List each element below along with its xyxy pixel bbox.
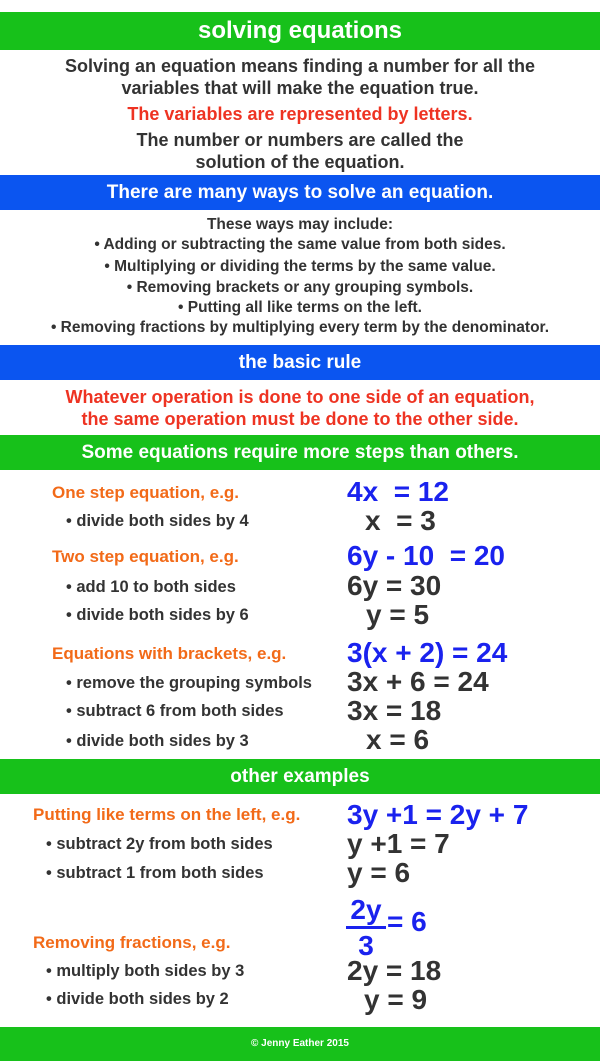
fraction-bar <box>346 926 386 929</box>
other-examples-heading: other examples <box>230 766 370 787</box>
intro-line-1: Solving an equation means finding a number for all the <box>64 56 536 76</box>
other-examples-banner <box>0 759 600 794</box>
solution-line-2: solution of the equation. <box>195 152 405 172</box>
ways-item: • Removing fractions by multiplying every term by the denominator. <box>50 319 550 336</box>
fraction <box>346 895 386 961</box>
steps-heading: Some equations require more steps than others. <box>81 442 519 463</box>
ways-heading: There are many ways to solve an equation. <box>106 182 494 203</box>
two-step-equation: 6y - 10 = 20 <box>347 540 506 571</box>
title-banner <box>0 12 600 50</box>
solution-line-1: The number or numbers are called the <box>136 130 464 150</box>
fraction-denominator: 3 <box>358 930 374 961</box>
two-step-result-1: 6y = 30 <box>347 570 442 601</box>
two-step-instruction-2: • divide both sides by 6 <box>66 606 249 624</box>
one-step-label: One step equation, e.g. <box>52 483 240 502</box>
steps-banner <box>0 435 600 470</box>
like-terms-instruction-1: • subtract 2y from both sides <box>46 835 273 853</box>
fraction-rhs: = 6 <box>387 906 427 937</box>
page-title: solving equations <box>197 17 403 44</box>
intro-line-2: variables that will make the equation true. <box>121 78 479 98</box>
one-step-equation: 4x = 12 <box>347 476 449 507</box>
brackets-result-3: x = 6 <box>366 724 430 755</box>
basic-rule-line-2: the same operation must be done to the other side. <box>81 409 519 429</box>
copyright-text: © Jenny Eather 2015 <box>251 1038 349 1049</box>
ways-intro: These ways may include: <box>206 216 394 233</box>
brackets-equation: 3(x + 2) = 24 <box>347 637 508 668</box>
ways-item: • Adding or subtracting the same value from both sides. <box>94 236 506 253</box>
two-step-label: Two step equation, e.g. <box>52 547 239 566</box>
ways-banner <box>0 175 600 210</box>
basic-rule-heading: the basic rule <box>238 352 362 373</box>
brackets-instruction-2: • subtract 6 from both sides <box>66 702 284 720</box>
basic-rule-line-1: Whatever operation is done to one side of an equation, <box>65 387 535 407</box>
brackets-instruction-1: • remove the grouping symbols <box>66 674 312 692</box>
fractions-instruction-2: • divide both sides by 2 <box>46 990 229 1008</box>
fraction-numerator: 2y <box>350 894 382 925</box>
brackets-instruction-3: • divide both sides by 3 <box>66 732 249 750</box>
ways-item: • Removing brackets or any grouping symbols. <box>126 279 474 296</box>
one-step-instruction: • divide both sides by 4 <box>66 512 249 530</box>
brackets-result-1: 3x + 6 = 24 <box>347 666 489 697</box>
fractions-label: Removing fractions, e.g. <box>33 933 231 952</box>
variables-note: The variables are represented by letters. <box>127 104 473 124</box>
like-terms-instruction-2: • subtract 1 from both sides <box>46 864 264 882</box>
like-terms-equation: 3y +1 = 2y + 7 <box>347 799 529 830</box>
fractions-result-2: y = 9 <box>364 984 428 1015</box>
like-terms-label: Putting like terms on the left, e.g. <box>33 805 301 824</box>
footer-banner <box>0 1027 600 1061</box>
fractions-instruction-1: • multiply both sides by 3 <box>46 962 245 980</box>
two-step-instruction-1: • add 10 to both sides <box>66 578 236 596</box>
like-terms-result-1: y +1 = 7 <box>347 828 450 859</box>
one-step-result: x = 3 <box>365 505 436 536</box>
basic-rule-banner <box>0 345 600 380</box>
like-terms-result-2: y = 6 <box>347 857 411 888</box>
fractions-result-1: 2y = 18 <box>347 955 442 986</box>
ways-item: • Multiplying or dividing the terms by the same value. <box>104 258 496 275</box>
two-step-result-2: y = 5 <box>366 599 430 630</box>
brackets-result-2: 3x = 18 <box>347 695 442 726</box>
ways-item: • Putting all like terms on the left. <box>178 299 422 316</box>
brackets-label: Equations with brackets, e.g. <box>52 644 287 663</box>
